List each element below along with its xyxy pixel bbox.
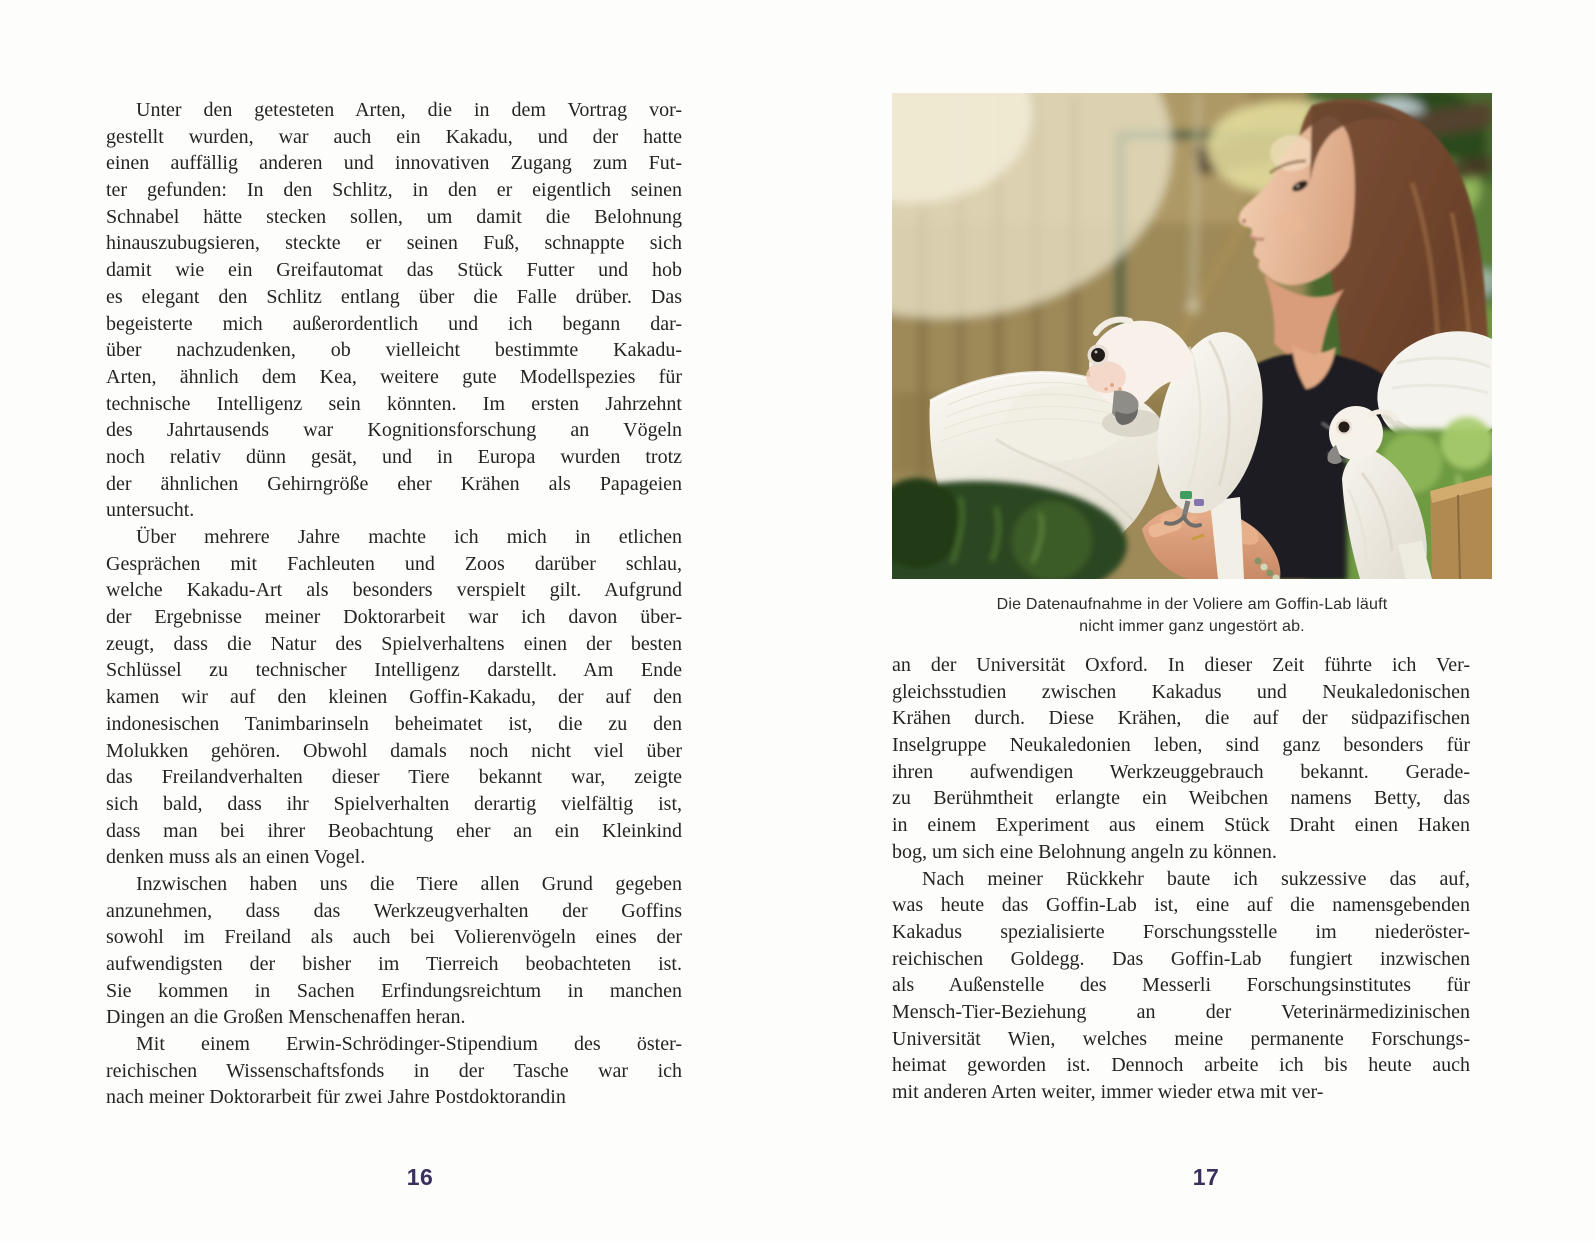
- text-line: Kakadus spezialisierte Forschungsstelle im niederöster-: [892, 920, 1470, 943]
- text-line: an der Universität Oxford. In dieser Zeit führte ich Ver-: [892, 654, 1470, 676]
- text-line: Nach meiner Rückkehr baute ich sukzessive das auf,: [922, 867, 1470, 890]
- text-line: Inselgruppe Neukaledonien leben, sind ganz besonders für: [892, 734, 1470, 757]
- text-line: nach meiner Doktorarbeit für zwei Jahre Postdoktorandin: [106, 1086, 566, 1109]
- text-line: zu Berühmtheit erlangte ein Weibchen namens Betty, das: [892, 787, 1470, 810]
- text-line: sich bald, dass ihr Spielverhalten derartig vielfältig ist,: [106, 792, 682, 815]
- text-line: Molukken gehören. Obwohl damals noch nicht viel über: [106, 739, 682, 762]
- paragraph: [106, 97, 682, 524]
- text-line: in einem Experiment aus einem Stück Draht einen Haken: [892, 814, 1470, 837]
- text-line: Schnabel hätte stecken sollen, um damit die Belohnung: [106, 205, 682, 228]
- text-line: Krähen durch. Diese Krähen, die auf der südpazifischen: [892, 707, 1470, 730]
- text-line: reichischen Goldegg. Das Goffin-Lab fungiert inzwischen: [892, 947, 1470, 970]
- paragraph: [892, 866, 1470, 1106]
- cockatoo-1-eye: [1091, 348, 1105, 362]
- text-line: Dingen an die Großen Menschenaffen heran.: [106, 1006, 466, 1029]
- text-line: gestellt wurden, war auch ein Kakadu, und der hatte: [106, 125, 682, 148]
- text-line: Universität Wien, welches meine permanente Forschungs-: [892, 1027, 1470, 1050]
- text-line: zeugt, dass die Natur des Spielverhaltens einen der besten: [106, 632, 682, 655]
- text-line: kamen wir auf den kleinen Goffin-Kakadu, der auf den: [106, 686, 682, 709]
- text-line: Arten, ähnlich dem Kea, weitere gute Modellspezies für: [106, 365, 682, 388]
- paragraph: [106, 524, 682, 871]
- photo-caption: [892, 594, 1492, 638]
- text-line: ihren aufwendigen Werkzeuggebrauch bekannt. Gerade-: [892, 760, 1470, 783]
- text-line: reichischen Wissenschaftsfonds in der Tasche war ich: [106, 1059, 682, 1082]
- text-line: damit wie ein Greifautomat das Stück Futter und hob: [106, 259, 682, 282]
- text-line: Über mehrere Jahre machte ich mich in etlichen: [136, 526, 682, 548]
- text-line: einen auffällig anderen und innovativen Zugang zum Fut-: [106, 152, 682, 175]
- page-number-left: 16: [406, 1164, 434, 1190]
- text-line: Sie kommen in Sachen Erfindungsreichtum in manchen: [106, 979, 682, 1002]
- text-line: technische Intelligenz sein könnten. Im ersten Jahrzehnt: [106, 392, 682, 415]
- cockatoo-2-eye: [1339, 422, 1350, 433]
- text-line: denken muss als an einen Vogel.: [106, 846, 366, 869]
- photo-goffin-lab: [892, 93, 1492, 579]
- leg-band-green: [1180, 491, 1192, 499]
- text-line: indonesischen Tanimbarinseln beheimatet ist, die zu den: [106, 712, 682, 735]
- text-line: über nachzudenken, ob vielleicht bestimmte Kakadu-: [106, 339, 682, 362]
- text-line: dass man bei ihrer Beobachtung eher an ein Kleinkind: [106, 819, 682, 842]
- photo-caption-line: Die Datenaufnahme in der Voliere am Goffin-Lab läuft: [996, 596, 1388, 613]
- right-page-text: [892, 652, 1470, 1106]
- text-line: heimat geworden ist. Dennoch arbeite ich bis heute auch: [892, 1054, 1470, 1077]
- text-line: des Jahrtausends war Kognitionsforschung an Vögeln: [106, 419, 682, 442]
- text-line: als Außenstelle des Messerli Forschungsinstitutes für: [892, 974, 1470, 997]
- paragraph: [106, 871, 682, 1031]
- page-number-right: 17: [1192, 1164, 1220, 1190]
- text-line: das Freilandverhalten dieser Tiere bekannt war, zeigte: [106, 766, 682, 789]
- text-line: aufwendigsten der bisher im Tierreich beobachteten ist.: [106, 953, 682, 975]
- left-page-text: [106, 97, 682, 1111]
- text-line: bog, um sich eine Belohnung angeln zu können.: [892, 840, 1277, 863]
- text-line: ter gefunden: In den Schlitz, in den er eigentlich seinen: [106, 179, 682, 202]
- text-line: gleichsstudien zwischen Kakadus und Neukaledonischen: [892, 680, 1470, 703]
- text-line: untersucht.: [106, 499, 195, 522]
- text-line: der Ergebnisse meiner Doktorarbeit war ich davon über-: [106, 606, 682, 629]
- text-line: Gesprächen mit Fachleuten und Zoos darüber schlau,: [106, 552, 682, 575]
- text-line: Inzwischen haben uns die Tiere allen Grund gegeben: [136, 872, 682, 895]
- text-line: mit anderen Arten weiter, immer wieder etwa mit ver-: [892, 1081, 1324, 1103]
- leg-band-purple: [1194, 499, 1204, 506]
- text-line: anzunehmen, dass das Werkzeugverhalten der Goffins: [106, 899, 682, 922]
- text-line: begeisterte mich außerordentlich und ich begann dar-: [106, 312, 682, 335]
- text-line: hinauszubugsieren, steckte er seinen Fuß, schnappte sich: [106, 232, 682, 255]
- cardboard-box: [1430, 475, 1492, 579]
- text-line: Mensch-Tier-Beziehung an der Veterinärmedizinischen: [892, 1000, 1470, 1023]
- text-line: noch relativ dünn gesät, und in Europa wurden trotz: [106, 445, 682, 468]
- photo-illustration: [892, 93, 1492, 579]
- text-line: es elegant den Schlitz entlang über die Falle drüber. Das: [106, 285, 682, 308]
- paragraph: [892, 652, 1470, 866]
- text-line: Mit einem Erwin-Schrödinger-Stipendium des öster-: [136, 1033, 682, 1056]
- text-line: sowohl im Freiland als auch bei Volierenvögeln eines der: [106, 926, 682, 949]
- text-line: was heute das Goffin-Lab ist, eine auf die namensgebenden: [892, 894, 1470, 917]
- text-line: der ähnlichen Gehirngröße eher Krähen als Papageien: [106, 472, 682, 495]
- text-line: Schlüssel zu technischer Intelligenz darstellt. Am Ende: [106, 659, 682, 682]
- photo-caption-line: nicht immer ganz ungestört ab.: [1079, 618, 1305, 635]
- text-line: Unter den getesteten Arten, die in dem Vortrag vor-: [136, 99, 682, 121]
- text-line: welche Kakadu-Art als besonders verspielt gilt. Aufgrund: [106, 579, 682, 602]
- paragraph: [106, 1031, 682, 1111]
